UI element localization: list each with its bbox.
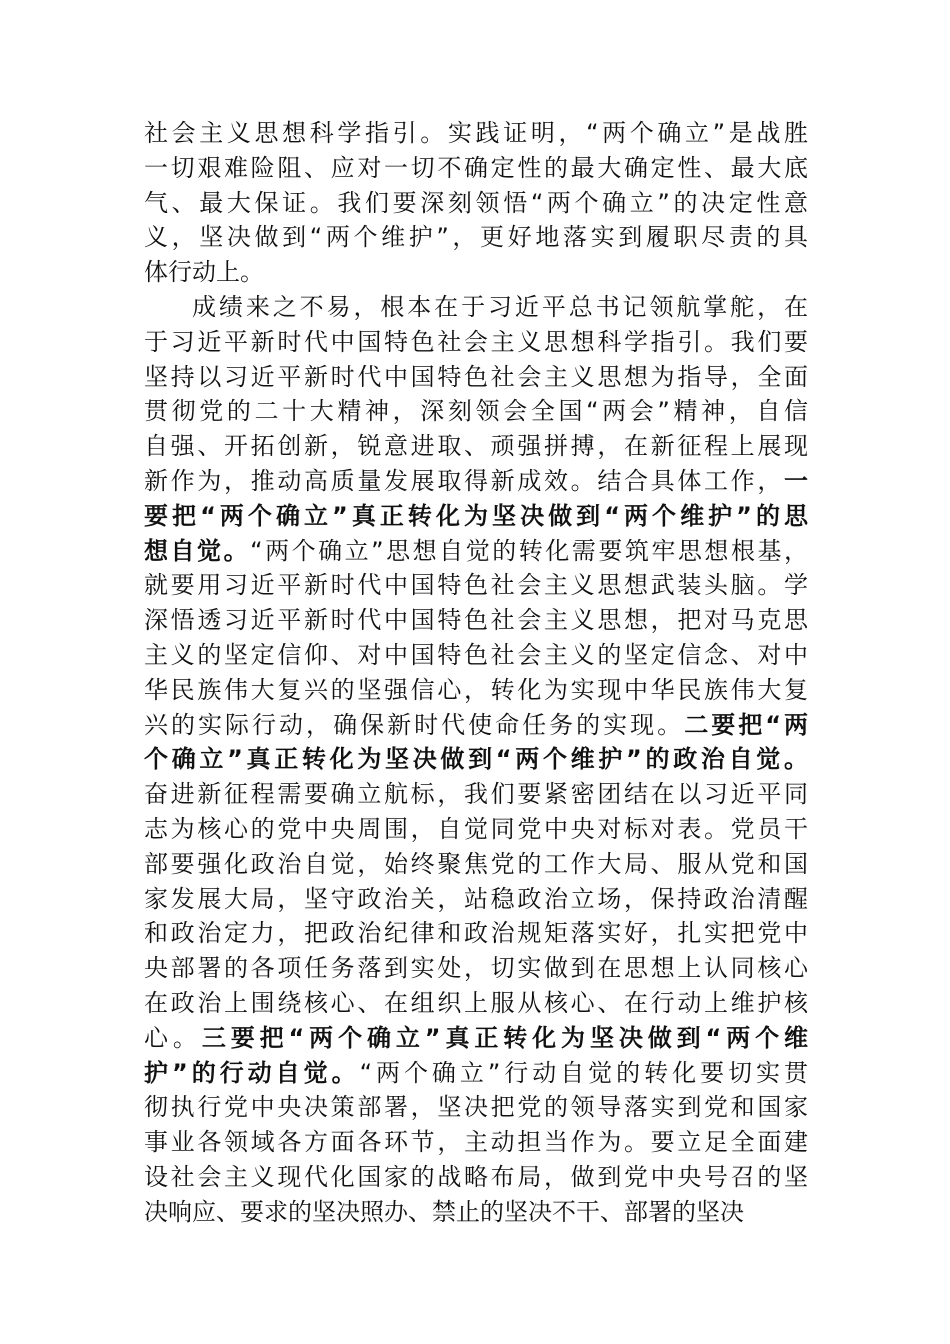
text-line	[144, 499, 808, 534]
text-run: “两个确立”思想自觉的转化需要筑牢思想根基，	[250, 536, 808, 565]
text-run: 气、最大保证。我们要深刻领悟“两个确立”的决定性意	[144, 188, 808, 217]
text-line	[144, 394, 808, 429]
text-line	[144, 325, 808, 360]
text-line	[144, 812, 808, 847]
text-line	[144, 951, 808, 986]
text-run: 义，坚决做到“两个维护”，更好地落实到履职尽责的具	[144, 223, 808, 252]
text-line	[144, 534, 808, 569]
text-line	[144, 1021, 808, 1056]
text-line	[144, 1160, 808, 1195]
text-line	[144, 464, 808, 499]
text-run: 主义的坚定信仰、对中国特色社会主义的坚定信念、对中	[144, 640, 808, 669]
bold-text-run: 一	[784, 466, 808, 495]
text-line	[144, 116, 808, 151]
text-run: 志为核心的党中央周围，自觉同党中央对标对表。党员干	[144, 814, 808, 843]
text-line	[144, 708, 808, 743]
text-line	[144, 882, 808, 917]
body-text	[144, 116, 808, 1230]
text-line	[144, 1090, 808, 1125]
text-line	[144, 151, 808, 186]
text-line	[144, 847, 808, 882]
text-run: 设社会主义现代化国家的战略布局，做到党中央号召的坚	[144, 1162, 808, 1191]
text-run: 成绩来之不易，根本在于习近平总书记领航掌舵，在	[192, 292, 808, 321]
text-run: 事业各领域各方面各环节，主动担当作为。要立足全面建	[144, 1128, 808, 1157]
text-line	[144, 360, 808, 395]
text-line	[144, 429, 808, 464]
text-line	[144, 255, 808, 290]
text-line	[144, 1056, 808, 1091]
text-line	[144, 916, 808, 951]
text-run: 奋进新征程需要确立航标，我们要紧密团结在以习近平同	[144, 780, 808, 809]
text-line	[144, 673, 808, 708]
text-line	[144, 186, 808, 221]
text-line	[144, 603, 808, 638]
text-line	[144, 777, 808, 812]
text-line	[144, 1125, 808, 1160]
text-run: 坚持以习近平新时代中国特色社会主义思想为指导，全面	[144, 362, 808, 391]
text-run: 家发展大局，坚守政治关，站稳政治立场，保持政治清醒	[144, 884, 808, 913]
text-run: 部要强化政治自觉，始终聚焦党的工作大局、服从党和国	[144, 849, 808, 878]
text-line	[144, 742, 808, 777]
text-line	[144, 1195, 808, 1230]
text-run: 自强、开拓创新，锐意进取、顽强拼搏，在新征程上展现	[144, 432, 808, 461]
text-run: 深悟透习近平新时代中国特色社会主义思想，把对马克思	[144, 606, 808, 635]
paragraph-1	[144, 116, 808, 290]
text-run: 兴的实际行动，确保新时代使命任务的实现。	[144, 710, 685, 739]
text-run: 心。	[144, 1023, 202, 1052]
text-line	[144, 638, 808, 673]
text-line	[144, 220, 808, 255]
bold-text-run: 护”的行动自觉。	[144, 1058, 360, 1087]
text-run: 就要用习近平新时代中国特色社会主义思想武装头脑。学	[144, 571, 808, 600]
text-line	[144, 290, 808, 325]
text-run: 和政治定力，把政治纪律和政治规矩落实好，扎实把党中	[144, 919, 808, 948]
bold-text-run: 想自觉。	[144, 536, 251, 565]
text-run: 在政治上围绕核心、在组织上服从核心、在行动上维护核	[144, 988, 808, 1017]
text-run: 体行动上。	[144, 258, 264, 287]
text-run: 华民族伟大复兴的坚强信心，转化为实现中华民族伟大复	[144, 675, 808, 704]
text-line	[144, 568, 808, 603]
text-run: 社会主义思想科学指引。实践证明，“两个确立”是战胜	[144, 119, 808, 147]
paragraph-2	[144, 290, 808, 1230]
text-run: 于习近平新时代中国特色社会主义思想科学指引。我们要	[144, 327, 808, 356]
text-run: 贯彻党的二十大精神，深刻领会全国“两会”精神，自信	[144, 397, 808, 426]
text-run: 彻执行党中央决策部署，坚决把党的领导落实到党和国家	[144, 1093, 808, 1122]
text-run: “两个确立”行动自觉的转化要切实贯	[359, 1058, 808, 1087]
bold-text-run: 要把“两个确立”真正转化为坚决做到“两个维护”的思	[144, 501, 808, 530]
text-run: 决响应、要求的坚决照办、禁止的坚决不干、部署的坚决	[144, 1197, 744, 1226]
bold-text-run: 二要把“两	[684, 710, 808, 739]
text-run: 一切艰难险阻、应对一切不确定性的最大确定性、最大底	[144, 153, 808, 182]
text-run: 央部署的各项任务落到实处，切实做到在思想上认同核心	[144, 954, 808, 983]
bold-text-run: 个确立”真正转化为坚决做到“两个维护”的政治自觉。	[144, 745, 808, 774]
bold-text-run: 三要把“两个确立”真正转化为坚决做到“两个维	[201, 1023, 808, 1052]
text-run: 新作为，推动高质量发展取得新成效。结合具体工作，	[144, 466, 784, 495]
text-line	[144, 986, 808, 1021]
